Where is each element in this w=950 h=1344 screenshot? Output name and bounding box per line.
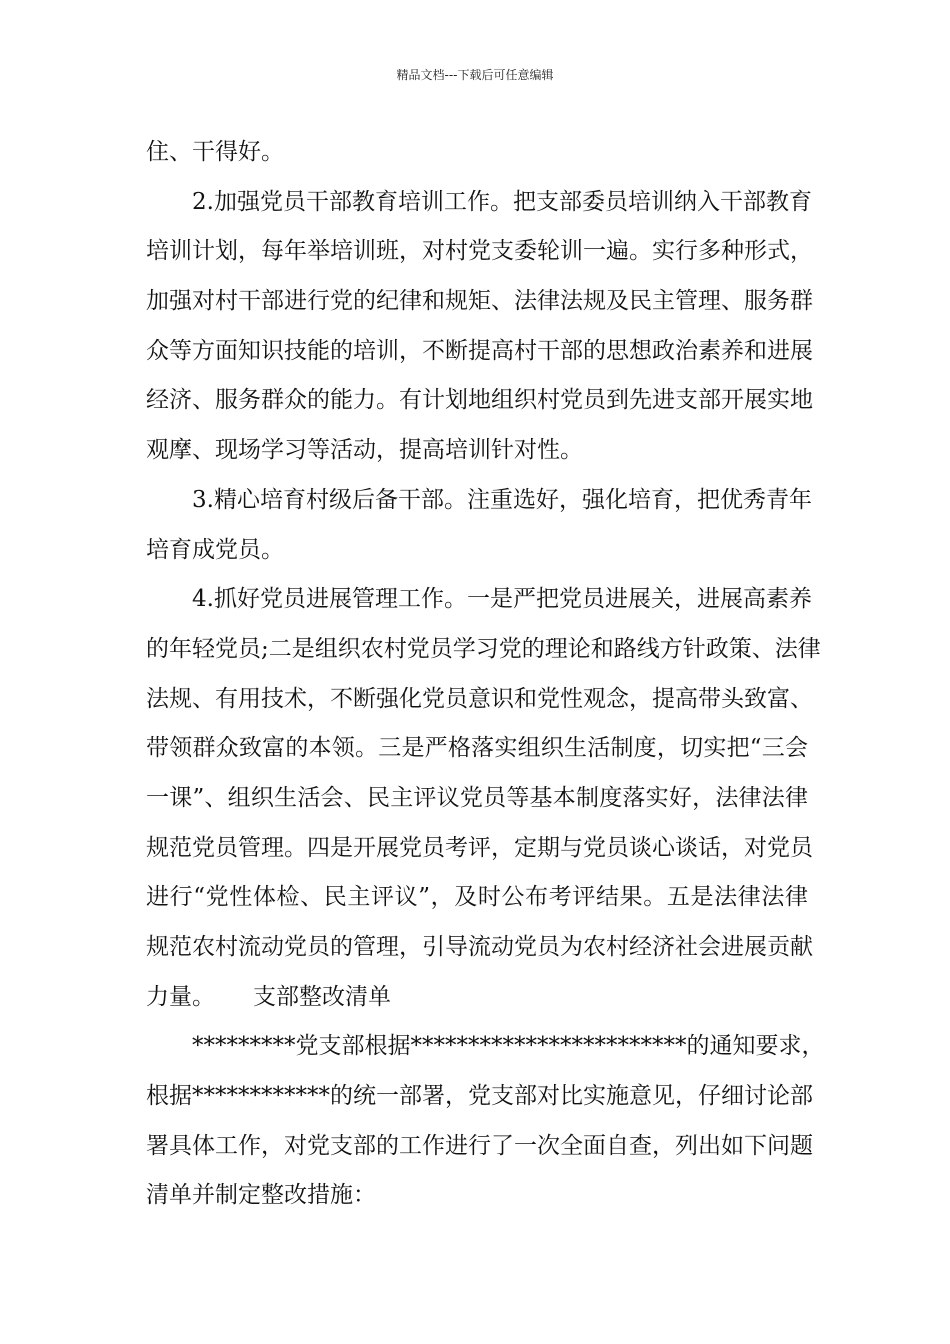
text-line: 清单并制定整改措施： (146, 1182, 376, 1209)
section-heading: 支部整改清单 (253, 983, 391, 1010)
text-line: 2.加强党员干部教育培训工作。把支部委员培训纳入干部教育 (192, 188, 812, 215)
text-line: 加强对村干部进行党的纪律和规矩、法律法规及民主管理、服务群 (146, 288, 813, 315)
text-line: 规范农村流动党员的管理，引导流动党员为农村经济社会进展贡献 (146, 934, 813, 960)
text-line: 带领群众致富的本领。三是严格落实组织生活制度，切实把“三会 (146, 735, 808, 762)
document-body (146, 128, 825, 1221)
page-header: 精品文档---下载后可任意编辑 (396, 68, 554, 82)
text-line: 4.抓好党员进展管理工作。一是严把党员进展关，进展高素养 (192, 586, 812, 613)
text-line: 一课”、组织生活会、民主评议党员等基本制度落实好，法律法律 (146, 784, 808, 811)
text-line-segment: 力量。 (146, 983, 215, 1010)
text-line: 3.精心培育村级后备干部。注重选好，强化培育，把优秀青年 (192, 486, 812, 513)
text-line: 署具体工作，对党支部的工作进行了一次全面自查，列出如下问题 (146, 1132, 813, 1159)
text-line: 住、干得好。 (146, 139, 284, 165)
text-line: 经济、服务群众的能力。有计划地组织村党员到先进支部开展实地 (146, 387, 813, 414)
text-line: 法规、有用技术，不断强化党员意识和党性观念，提高带头致富、 (146, 685, 813, 712)
text-line: 的年轻党员;二是组织农村党员学习党的理论和路线方针政策、法律 (146, 635, 821, 662)
text-line: 根据************的统一部署，党支部对比实施意见，仔细讨论部 (146, 1083, 813, 1110)
text-line: 众等方面知识技能的培训，不断提高村干部的思想政治素养和进展 (146, 337, 813, 364)
text-line: 进行“党性体检、民主评议”，及时公布考评结果。五是法律法律 (146, 884, 808, 911)
text-line: 培训计划，每年举培训班，对村党支委轮训一遍。实行多种形式， (146, 238, 813, 265)
text-line (146, 973, 808, 1023)
text-line: 观摩、现场学习等活动，提高培训针对性。 (146, 437, 583, 464)
text-line: *********党支部根据************************的通知要求， (192, 1033, 825, 1060)
text-line: 规范党员管理。四是开展党员考评，定期与党员谈心谈话，对党员 (146, 834, 813, 861)
text-line: 培育成党员。 (146, 536, 284, 563)
